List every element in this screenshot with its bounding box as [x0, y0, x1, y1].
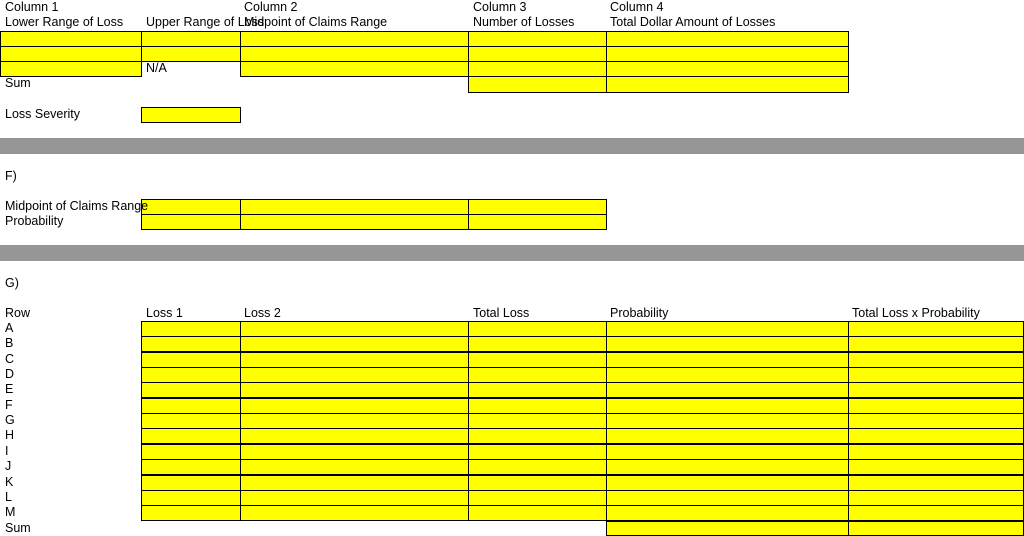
col1-header: Lower Range of Loss [5, 15, 124, 29]
g-row-label: K [5, 475, 14, 489]
total-dollar-sum-cell[interactable] [606, 76, 849, 93]
midpoint-cell[interactable] [240, 31, 469, 47]
midpoint-cell[interactable] [240, 61, 469, 77]
g-total-loss-cell[interactable] [468, 459, 607, 475]
g-total-loss-cell[interactable] [468, 398, 607, 414]
na-value: N/A [146, 61, 167, 75]
g-total-x-prob-cell[interactable] [848, 321, 1024, 337]
sum-label: Sum [5, 76, 31, 90]
lower-range-cell[interactable] [0, 61, 142, 77]
g-loss1-cell[interactable] [141, 459, 241, 475]
g-total-x-prob-cell[interactable] [848, 475, 1024, 491]
g-total-loss-cell[interactable] [468, 336, 607, 352]
total-dollar-cell[interactable] [606, 46, 849, 62]
loss-severity-label: Loss Severity [5, 107, 81, 121]
g-loss2-cell[interactable] [240, 459, 469, 475]
g-loss2-cell[interactable] [240, 352, 469, 368]
g-loss2-cell[interactable] [240, 382, 469, 398]
g-total-loss-cell[interactable] [468, 490, 607, 506]
col2-header: Midpoint of Claims Range [244, 15, 388, 29]
g-total-x-prob-sum-cell[interactable] [848, 521, 1024, 536]
g-row-label: F [5, 398, 13, 412]
g-total-loss-cell[interactable] [468, 413, 607, 429]
g-loss2-cell[interactable] [240, 475, 469, 491]
col2-number: Column 2 [244, 0, 298, 14]
g-total-x-prob-cell[interactable] [848, 490, 1024, 506]
g-probability-cell[interactable] [606, 382, 849, 398]
g-total-x-prob-cell[interactable] [848, 382, 1024, 398]
g-probability-cell[interactable] [606, 444, 849, 460]
g-loss1-cell[interactable] [141, 382, 241, 398]
g-total-loss-header: Total Loss [473, 306, 530, 320]
f-midpoint-cell[interactable] [468, 199, 607, 215]
g-total-x-prob-cell[interactable] [848, 413, 1024, 429]
midpoint-cell[interactable] [240, 46, 469, 62]
g-total-x-prob-header: Total Loss x Probability [852, 306, 980, 320]
g-row-label: B [5, 336, 14, 350]
g-total-loss-cell[interactable] [468, 475, 607, 491]
f-probability-label: Probability [5, 214, 64, 228]
g-row-label: M [5, 505, 16, 519]
upper-range-cell[interactable] [141, 31, 241, 47]
f-probability-cell[interactable] [141, 214, 241, 230]
total-dollar-cell[interactable] [606, 31, 849, 47]
f-probability-cell[interactable] [468, 214, 607, 230]
g-loss2-cell[interactable] [240, 428, 469, 444]
g-total-x-prob-cell[interactable] [848, 459, 1024, 475]
g-total-x-prob-cell[interactable] [848, 336, 1024, 352]
g-row-label: C [5, 352, 15, 366]
g-row-label: D [5, 367, 15, 381]
col3-number: Column 3 [473, 0, 527, 14]
g-row-label: E [5, 382, 14, 396]
total-dollar-cell[interactable] [606, 61, 849, 77]
g-total-loss-cell[interactable] [468, 428, 607, 444]
section-f-label: F) [5, 169, 17, 183]
g-loss2-cell[interactable] [240, 444, 469, 460]
g-total-x-prob-cell[interactable] [848, 398, 1024, 414]
g-row-label: G [5, 413, 15, 427]
g-loss1-cell[interactable] [141, 336, 241, 352]
lower-range-cell[interactable] [0, 46, 142, 62]
g-loss1-cell[interactable] [141, 367, 241, 383]
g-loss1-cell[interactable] [141, 352, 241, 368]
upper-range-header: Upper Range of Loss [146, 15, 265, 29]
g-total-loss-cell[interactable] [468, 367, 607, 383]
g-probability-sum-cell[interactable] [606, 521, 849, 536]
g-row-label: L [5, 490, 12, 504]
lower-range-cell[interactable] [0, 31, 142, 47]
g-loss2-cell[interactable] [240, 321, 469, 337]
g-total-x-prob-cell[interactable] [848, 352, 1024, 368]
g-loss2-cell[interactable] [240, 413, 469, 429]
g-row-header: Row [5, 306, 31, 320]
g-probability-cell[interactable] [606, 413, 849, 429]
number-of-losses-cell[interactable] [468, 46, 607, 62]
g-row-label: A [5, 321, 14, 335]
g-row-label: J [5, 459, 12, 473]
g-loss1-header: Loss 1 [146, 306, 183, 320]
g-probability-cell[interactable] [606, 475, 849, 491]
g-probability-cell[interactable] [606, 336, 849, 352]
col4-number: Column 4 [610, 0, 664, 14]
g-loss1-cell[interactable] [141, 490, 241, 506]
g-loss1-cell[interactable] [141, 475, 241, 491]
g-probability-cell[interactable] [606, 352, 849, 368]
col1-number: Column 1 [5, 0, 59, 14]
g-loss2-cell[interactable] [240, 505, 469, 521]
g-loss1-cell[interactable] [141, 505, 241, 521]
g-probability-cell[interactable] [606, 321, 849, 337]
g-total-loss-cell[interactable] [468, 444, 607, 460]
number-of-losses-sum-cell[interactable] [468, 76, 607, 93]
g-loss2-cell[interactable] [240, 367, 469, 383]
number-of-losses-cell[interactable] [468, 61, 607, 77]
section-g-label: G) [5, 276, 19, 290]
section-divider [0, 138, 1024, 154]
g-total-loss-cell[interactable] [468, 382, 607, 398]
section-divider [0, 245, 1024, 261]
g-loss2-cell[interactable] [240, 336, 469, 352]
g-loss1-cell[interactable] [141, 321, 241, 337]
g-row-label: I [5, 444, 9, 458]
g-probability-cell[interactable] [606, 367, 849, 383]
g-loss1-cell[interactable] [141, 444, 241, 460]
g-total-x-prob-cell[interactable] [848, 444, 1024, 460]
number-of-losses-cell[interactable] [468, 31, 607, 47]
g-total-x-prob-cell[interactable] [848, 367, 1024, 383]
col4-header: Total Dollar Amount of Losses [610, 15, 776, 29]
g-sum-label: Sum [5, 521, 31, 535]
g-probability-cell[interactable] [606, 490, 849, 506]
g-probability-cell[interactable] [606, 505, 849, 521]
g-loss2-cell[interactable] [240, 398, 469, 414]
g-total-x-prob-cell[interactable] [848, 505, 1024, 521]
col3-header: Number of Losses [473, 15, 575, 29]
g-loss2-header: Loss 2 [244, 306, 281, 320]
g-loss2-cell[interactable] [240, 490, 469, 506]
g-total-loss-cell[interactable] [468, 321, 607, 337]
g-probability-cell[interactable] [606, 428, 849, 444]
f-midpoint-label: Midpoint of Claims Range [5, 199, 149, 213]
f-midpoint-cell[interactable] [240, 199, 469, 215]
g-total-loss-cell[interactable] [468, 352, 607, 368]
g-probability-header: Probability [610, 306, 669, 320]
f-probability-cell[interactable] [240, 214, 469, 230]
g-total-loss-cell[interactable] [468, 505, 607, 521]
upper-range-cell[interactable] [141, 46, 241, 62]
g-probability-cell[interactable] [606, 459, 849, 475]
loss-severity-cell[interactable] [141, 107, 241, 123]
g-total-x-prob-cell[interactable] [848, 428, 1024, 444]
g-loss1-cell[interactable] [141, 428, 241, 444]
g-loss1-cell[interactable] [141, 413, 241, 429]
g-loss1-cell[interactable] [141, 398, 241, 414]
g-probability-cell[interactable] [606, 398, 849, 414]
f-midpoint-cell[interactable] [141, 199, 241, 215]
g-row-label: H [5, 428, 15, 442]
